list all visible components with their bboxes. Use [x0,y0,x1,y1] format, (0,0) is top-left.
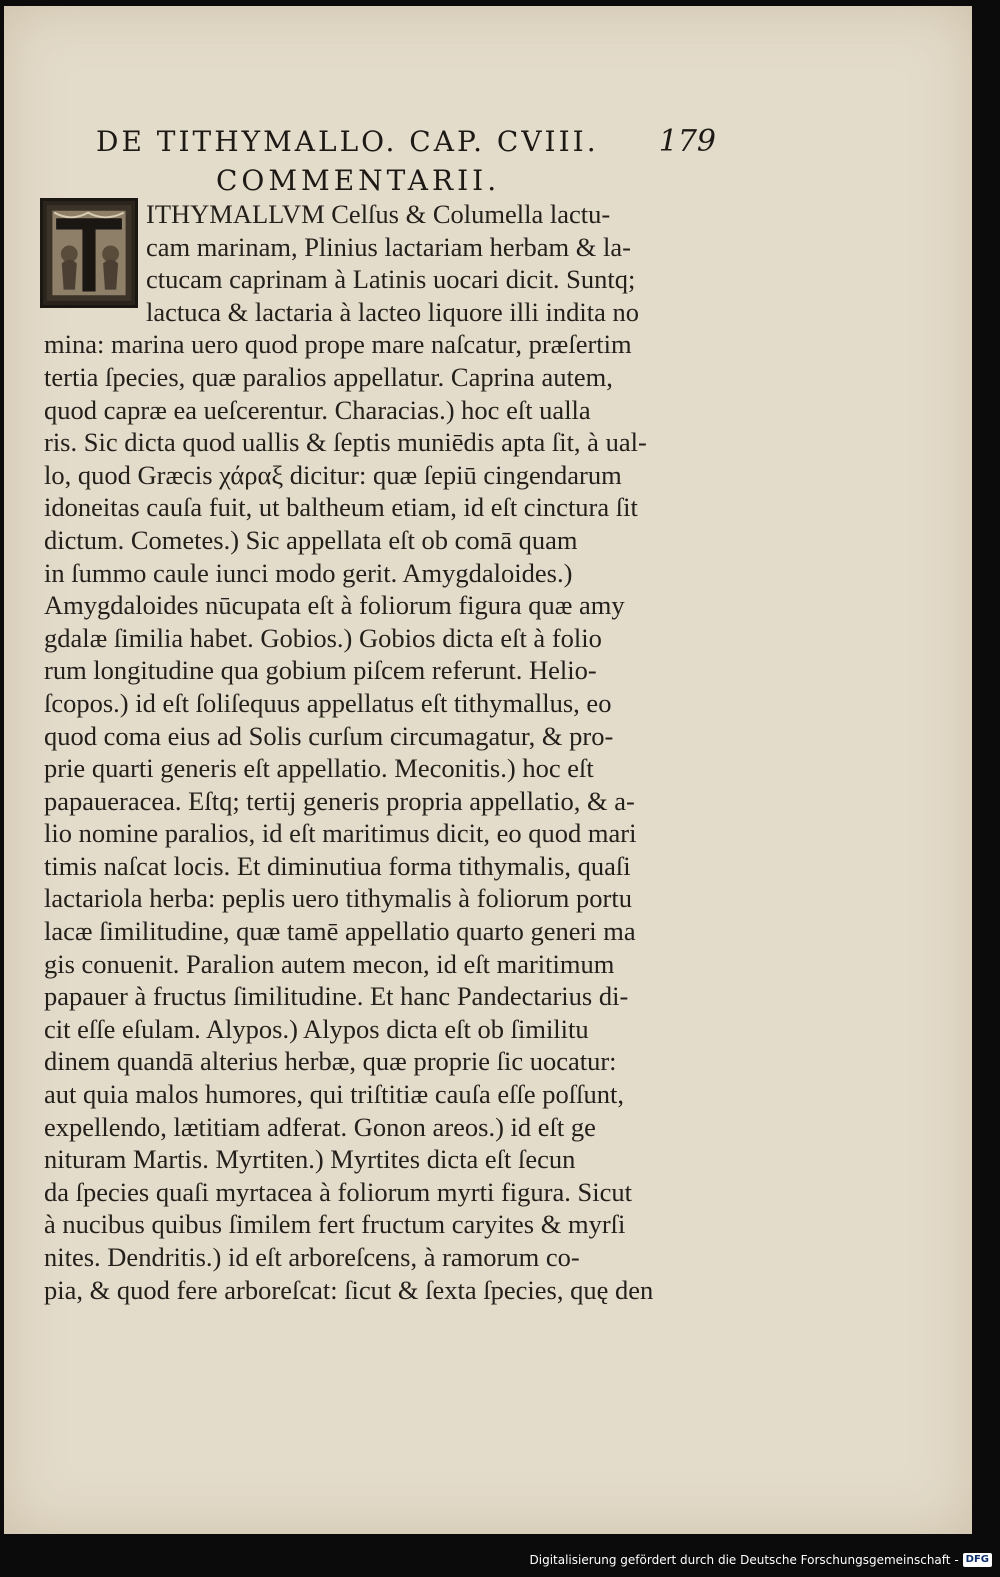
text-line: rum longitudine qua gobium piſcem referunt. Helio- [44,655,597,686]
text-line: ctucam caprinam à Latinis uocari dicit. Suntq; [146,264,636,295]
text-line: pia, & quod fere arboreſcat: ſicut & ſexta ſpecies, quę den [44,1274,654,1305]
text-line: cam marinam, Plinius lactariam herbam & la- [146,231,631,262]
credit-text: Digitalisierung gefördert durch die Deutsche Forschungsgemeinschaft - [529,1553,959,1567]
text-line: quod capræ ea ueſcerentur. Characias.) hoc eſt ualla [44,394,591,425]
text-line: in ſummo caule iunci modo gerit. Amygdaloides.) [44,557,573,588]
text-line: da ſpecies quaſi myrtacea à foliorum myrti figura. Sicut [44,1176,632,1207]
folio-number: 179 [658,124,716,159]
book-page [4,6,972,1534]
running-header [96,124,716,159]
text-line: dictum. Cometes.) Sic appellata eſt ob comā quam [44,524,578,555]
text-line: dinem quandā alterius herbæ, quæ proprie ſic uocatur: [44,1046,617,1077]
text-line: Amygdaloides nūcupata eſt à foliorum figura quæ amy [44,590,625,621]
text-line: tertia ſpecies, quæ paralios appellatur. Caprina autem, [44,361,613,392]
text-line: ſcopos.) id eſt ſoliſequus appellatus eſt tithymallus, eo [44,687,612,718]
text-line: lacæ ſimilitudine, quæ tamē appellatio quarto generi ma [44,916,636,947]
digitization-credit [530,1553,993,1567]
text-line: papauer à fructus ſimilitudine. Et hanc Pandectarius di- [44,981,629,1012]
text-line: cit eſſe eſulam. Alypos.) Alypos dicta eſt ob ſimilitu [44,1013,589,1044]
running-title: DE TITHYMALLO. CAP. CVIII. [96,125,599,158]
text-line: lio nomine paralios, id eſt maritimus dicit, eo quod mari [44,818,637,849]
text-line: gis conuenit. Paralion autem mecon, id eſt maritimum [44,948,615,979]
text-line: quod coma eius ad Solis curſum circumagatur, & pro- [44,720,614,751]
text-line: mina: marina uero quod prope mare naſcatur, præſertim [44,329,632,360]
text-line: idoneitas cauſa fuit, ut baltheum etiam, id eſt cinctura ſit [44,492,638,523]
text-line: timis naſcat locis. Et diminutiua forma tithymalis, quaſi [44,850,631,881]
dfg-logo-icon: DFG [963,1553,992,1567]
text-line: ITHYMALLVM Celſus & Columella lactu- [146,199,611,229]
text-line: gdalæ ſimilia habet. Gobios.) Gobios dicta eſt à folio [44,622,602,653]
body-text [44,198,684,1306]
text-line: lo, quod Græcis χάραξ dicitur: quæ ſepiū cingendarum [44,459,622,490]
text-line: à nucibus quibus ſimilem fert fructum caryites & myrſi [44,1209,626,1240]
text-line: ris. Sic dicta quod uallis & ſeptis muniēdis apta ſit, à ual- [44,427,647,458]
text-line: papaueracea. Eſtq; tertij generis propria appellatio, & a- [44,785,635,816]
text-line: expellendo, lætitiam adferat. Gonon areos.) id eſt ge [44,1111,596,1142]
text-line: lactuca & lactaria à lacteo liquore illi indita no [146,296,639,327]
text-line: aut quia malos humores, qui triſtitiæ cauſa eſſe poſſunt, [44,1079,624,1110]
text-line: prie quarti generis eſt appellatio. Meconitis.) hoc eſt [44,753,594,784]
text-line: nituram Martis. Myrtiten.) Myrtites dicta eſt ſecun [44,1144,576,1175]
section-heading: COMMENTARII. [216,164,501,197]
text-line: nites. Dendritis.) id eſt arboreſcens, à ramorum co- [44,1242,580,1272]
text-line: lactariola herba: peplis uero tithymalis à foliorum portu [44,883,632,914]
